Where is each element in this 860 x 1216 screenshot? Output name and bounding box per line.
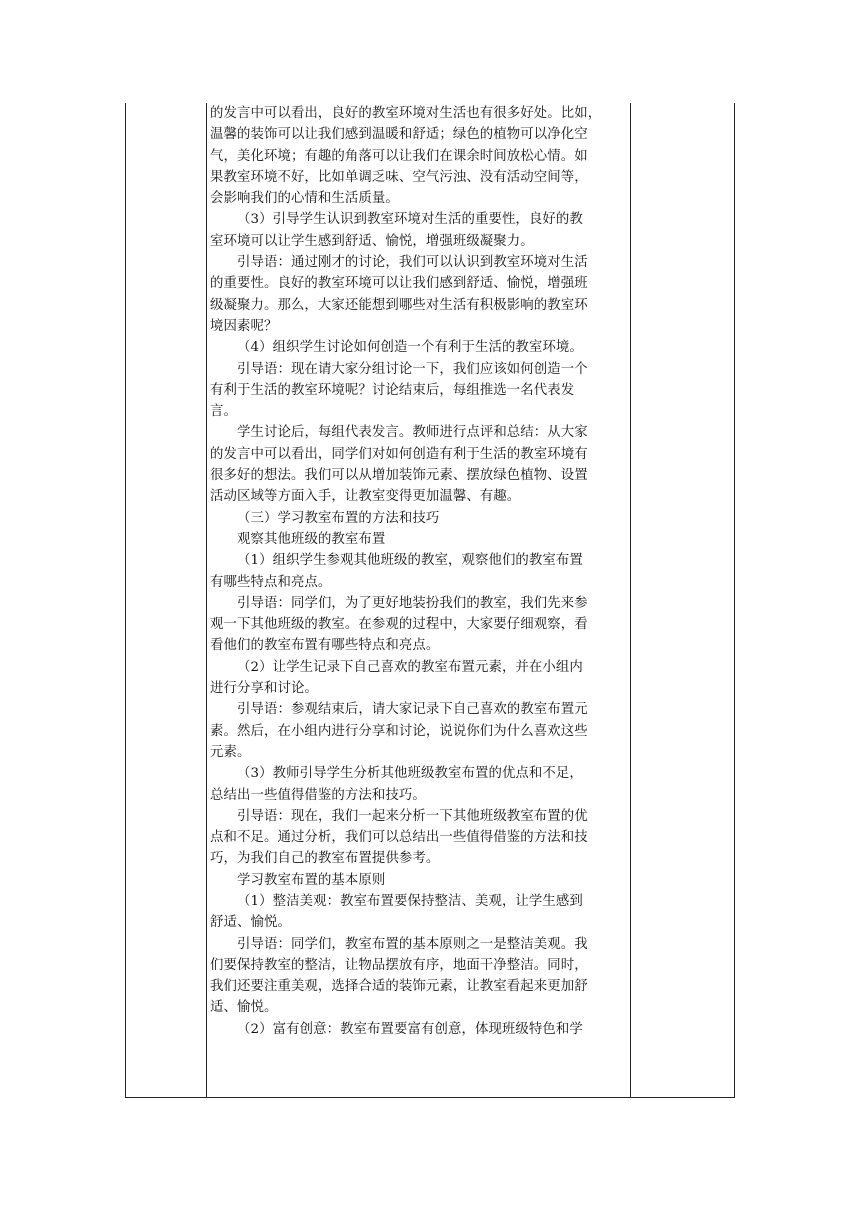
text-line: 境因素呢？ <box>210 318 278 334</box>
text-line: （2）富有创意：教室布置要富有创意，体现班级特色和学 <box>237 1021 583 1037</box>
text-line: 引导语：现在请大家分组讨论一下，我们应该如何创造一个 <box>237 361 588 377</box>
text-line: （3）教师引导学生分析其他班级教室布置的优点和不足， <box>237 766 583 782</box>
text-line: 引导语：参观结束后，请大家记录下自己喜欢的教室布置元 <box>237 702 588 718</box>
text-line: 观一下其他班级的教室。在参观的过程中，大家要仔细观察，看 <box>210 617 588 633</box>
text-line: 引导语：通过刚才的讨论，我们可以认识到教室环境对生活 <box>237 255 588 271</box>
text-line: 引导语：现在，我们一起来分析一下其他班级教室布置的优 <box>237 808 588 824</box>
text-line: （三）学习教室布置的方法和技巧 <box>237 510 440 526</box>
text-line: 果教室环境不好，比如单调乏味、空气污浊、没有活动空间等， <box>210 169 588 185</box>
text-line: 的发言中可以看出，同学们对如何创造有利于生活的教室环境有 <box>210 446 588 462</box>
text-line: 适、愉悦。 <box>210 1000 278 1016</box>
text-line: 很多好的想法。我们可以从增加装饰元素、摆放绿色植物、设置 <box>210 468 588 484</box>
lesson-content-cell <box>210 103 628 1098</box>
text-line: 点和不足。通过分析，我们可以总结出一些值得借鉴的方法和技 <box>210 830 588 846</box>
text-line: 总结出一些值得借鉴的方法和技巧。 <box>210 787 426 803</box>
text-line: 进行分享和讨论。 <box>210 681 318 697</box>
text-line: 的重要性。良好的教室环境可以让我们感到舒适、愉悦，增强班 <box>210 276 588 292</box>
text-line: 室环境可以让学生感到舒适、愉悦，增强班级凝聚力。 <box>210 233 534 249</box>
text-line: 巧，为我们自己的教室布置提供参考。 <box>210 851 440 867</box>
text-line: 言。 <box>210 404 237 420</box>
text-line: 学习教室布置的基本原则 <box>237 872 386 888</box>
text-line: （3）引导学生认识到教室环境对生活的重要性，良好的教 <box>237 212 583 228</box>
text-line: 舒适、愉悦。 <box>210 915 291 931</box>
text-line: 温馨的装饰可以让我们感到温暖和舒适；绿色的植物可以净化空 <box>210 127 588 143</box>
text-line: 看他们的教室布置有哪些特点和亮点。 <box>210 638 440 654</box>
text-line: （4）组织学生讨论如何创造一个有利于生活的教室环境。 <box>237 340 583 356</box>
text-line: （2）让学生记录下自己喜欢的教室布置元素，并在小组内 <box>237 659 583 675</box>
text-line: 引导语：同学们，为了更好地装扮我们的教室，我们先来参 <box>237 595 588 611</box>
text-line: （1）组织学生参观其他班级的教室，观察他们的教室布置 <box>237 553 583 569</box>
text-line: 会影响我们的心情和生活质量。 <box>210 191 399 207</box>
text-line: 我们还要注重美观，选择合适的装饰元素，让教室看起来更加舒 <box>210 979 588 995</box>
text-line: 有利于生活的教室环境呢？讨论结束后，每组推选一名代表发 <box>210 382 575 398</box>
text-line: 元素。 <box>210 744 251 760</box>
text-line: 气，美化环境；有趣的角落可以让我们在课余时间放松心情。如 <box>210 148 588 164</box>
text-line: 级凝聚力。那么，大家还能想到哪些对生活有积极影响的教室环 <box>210 297 588 313</box>
table-column-divider-right <box>630 103 631 1097</box>
text-line: 观察其他班级的教室布置 <box>237 531 386 547</box>
text-line: 有哪些特点和亮点。 <box>210 574 332 590</box>
text-line: 引导语：同学们，教室布置的基本原则之一是整洁美观。我 <box>237 936 588 952</box>
text-line: 活动区域等方面入手，让教室变得更加温馨、有趣。 <box>210 489 521 505</box>
text-line: 素。然后，在小组内进行分享和讨论，说说你们为什么喜欢这些 <box>210 723 588 739</box>
text-line: 学生讨论后，每组代表发言。教师进行点评和总结：从大家 <box>237 425 588 441</box>
table-column-divider-left <box>206 103 207 1097</box>
lesson-plan-table <box>125 103 735 1098</box>
text-line: 们要保持教室的整洁，让物品摆放有序，地面干净整洁。同时， <box>210 957 588 973</box>
text-line: 的发言中可以看出，良好的教室环境对生活也有很多好处。比如， <box>210 106 602 121</box>
text-line: （1）整洁美观：教室布置要保持整洁、美观，让学生感到 <box>237 893 583 909</box>
